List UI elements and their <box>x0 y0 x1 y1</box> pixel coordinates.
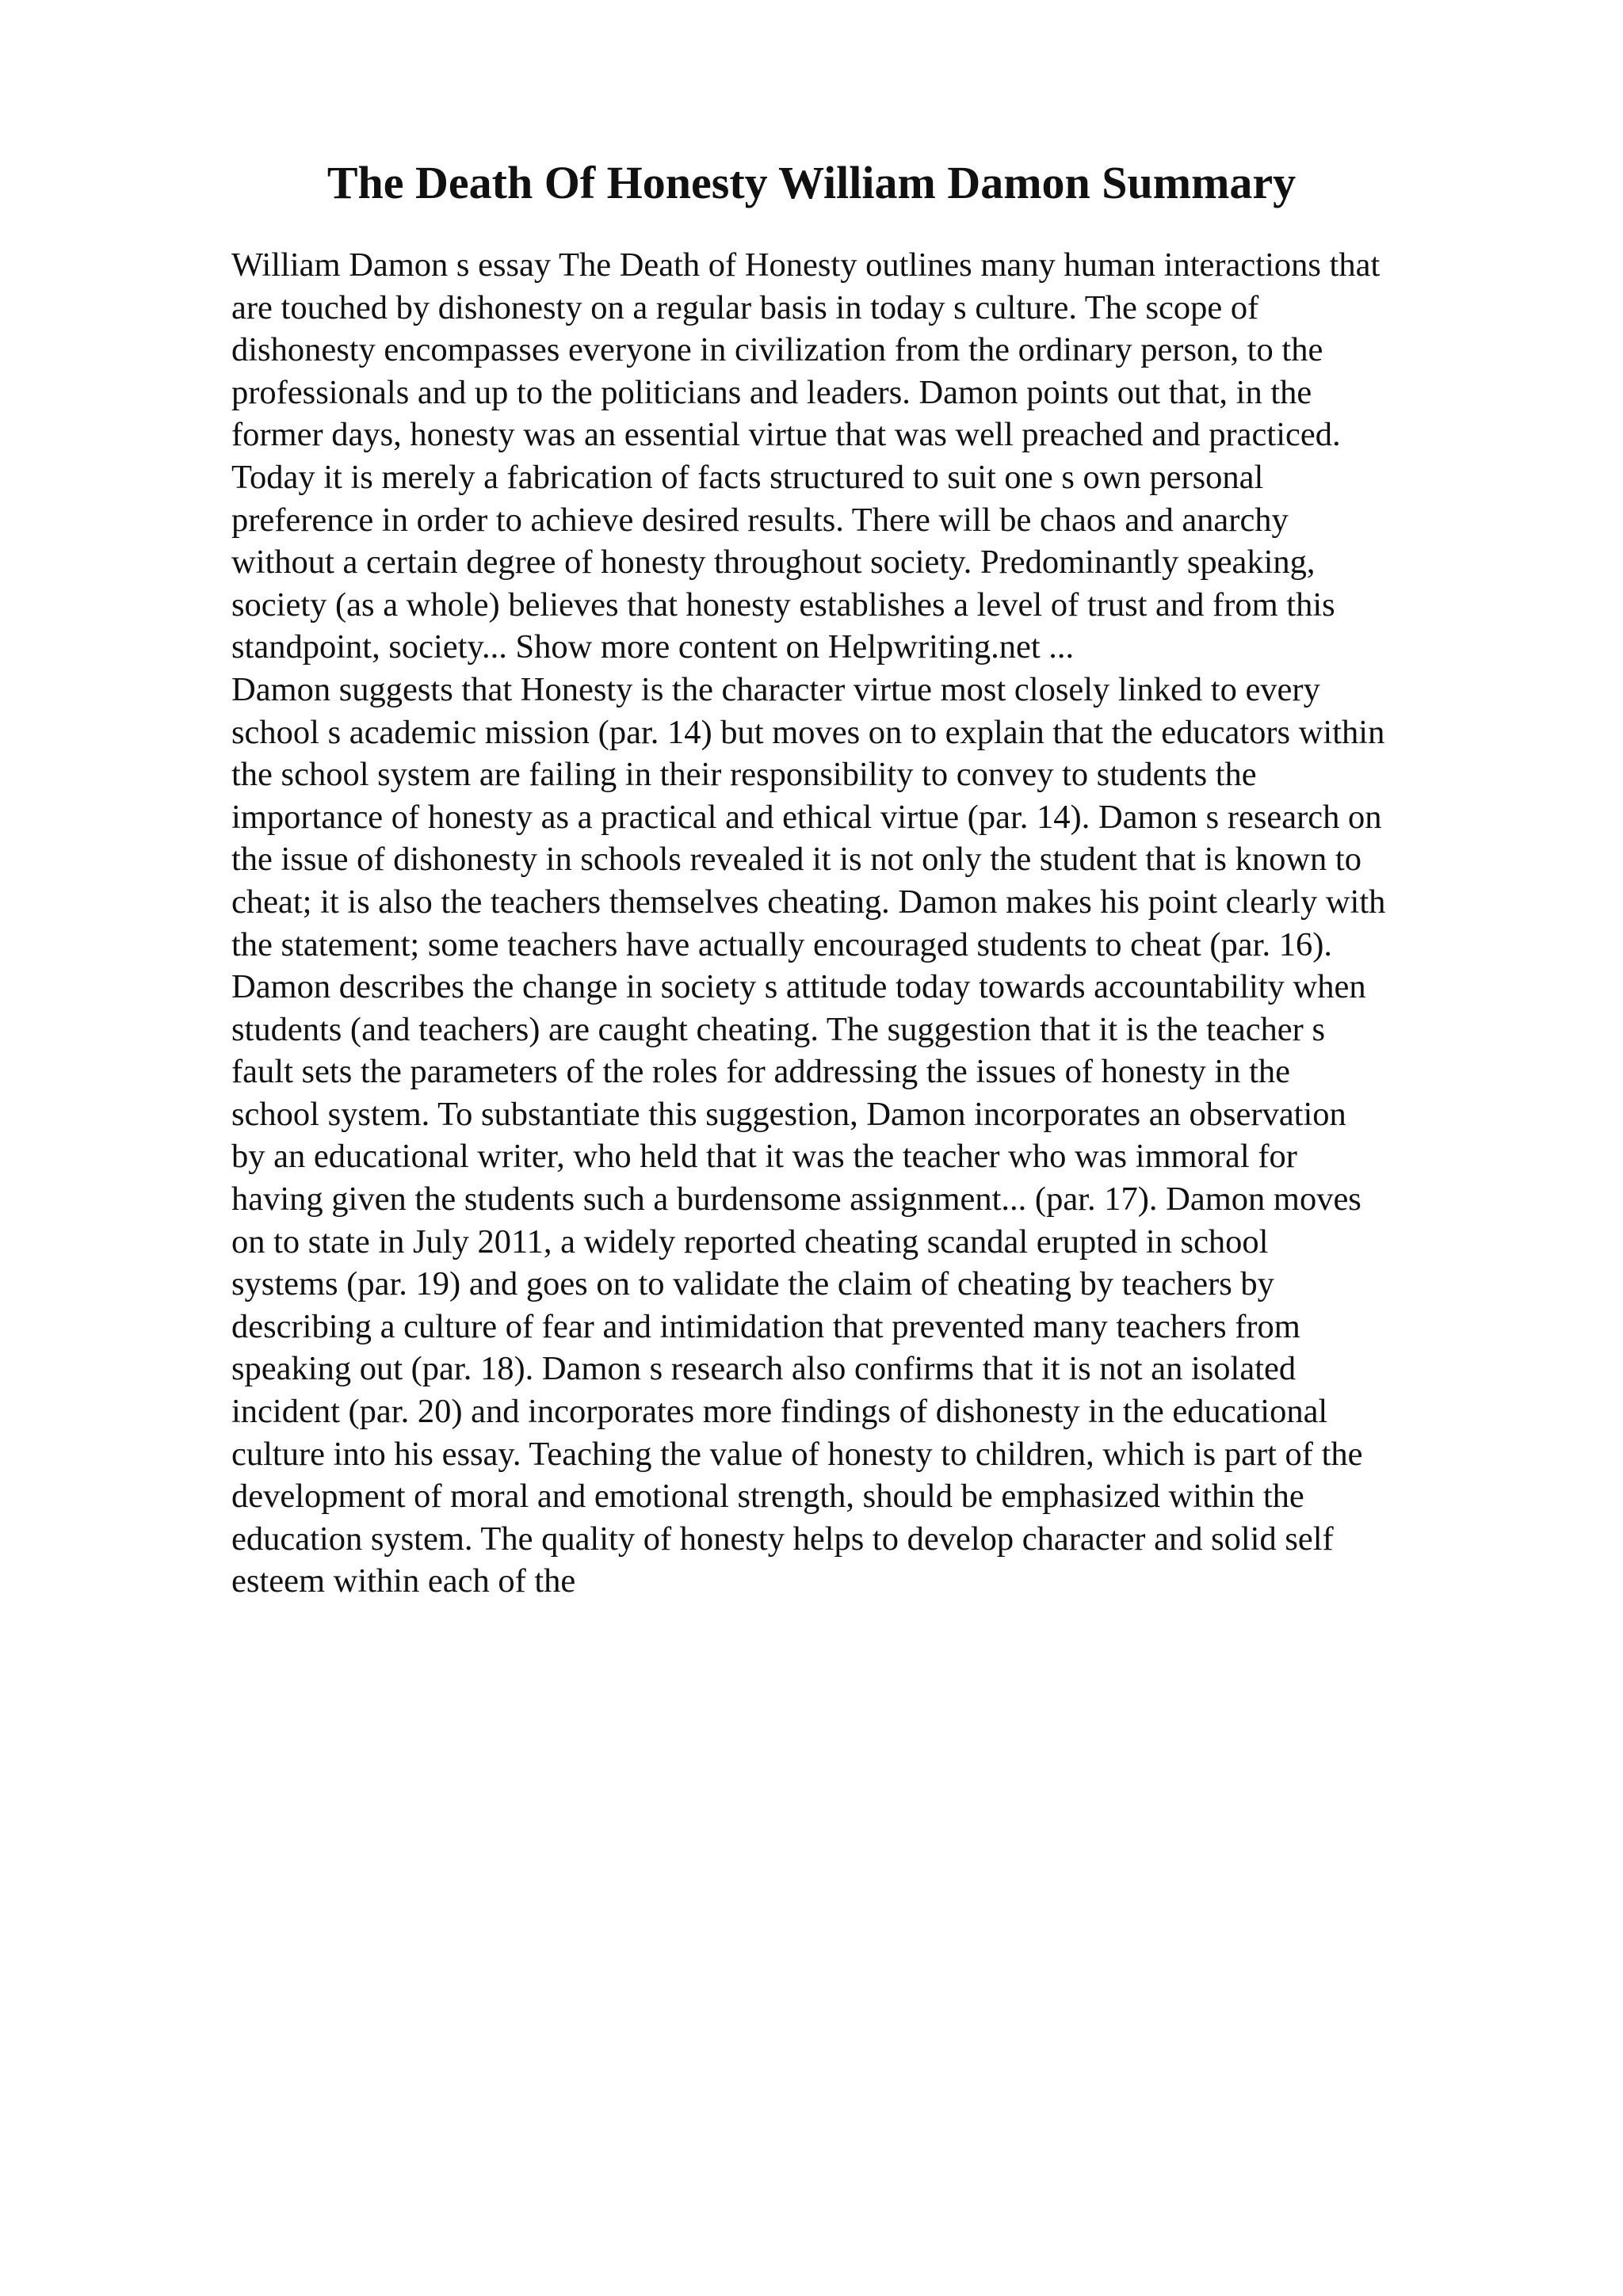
body-line: having given the students such a burdensome assignment... (par. 17). Damon moves <box>231 1180 1361 1219</box>
body-line: the statement; some teachers have actually encouraged students to cheat (par. 16). <box>231 925 1332 963</box>
body-line: are touched by dishonesty on a regular basis in today s culture. The scope of <box>231 288 1259 326</box>
body-line: the issue of dishonesty in schools revealed it is not only the student that is known to <box>231 841 1361 879</box>
body-line: systems (par. 19) and goes on to validate the claim of cheating by teachers by <box>231 1265 1274 1303</box>
body-line: school system. To substantiate this suggestion, Damon incorporates an observation <box>231 1095 1346 1133</box>
body-line: cheat; it is also the teachers themselves cheating. Damon makes his point clearly with <box>231 883 1386 921</box>
body-line: by an educational writer, who held that it was the teacher who was immoral for <box>231 1138 1297 1176</box>
body-line: incident (par. 20) and incorporates more findings of dishonesty in the educational <box>231 1393 1328 1431</box>
body-line: society (as a whole) believes that honesty establishes a level of trust and from this <box>231 585 1335 624</box>
body-line: importance of honesty as a practical and ethical virtue (par. 14). Damon s research on <box>231 798 1382 836</box>
body-line: the school system are failing in their responsibility to convey to students the <box>231 756 1257 794</box>
body-line: education system. The quality of honesty helps to develop character and solid self <box>231 1520 1334 1558</box>
body-line: esteem within each of the <box>231 1562 576 1600</box>
body-line: development of moral and emotional strength, should be emphasized within the <box>231 1478 1304 1516</box>
body-line: school s academic mission (par. 14) but moves on to explain that the educators within <box>231 713 1385 751</box>
body-line: professionals and up to the politicians and leaders. Damon points out that, in the <box>231 373 1312 411</box>
body-line: without a certain degree of honesty throughout society. Predominantly speaking, <box>231 543 1316 582</box>
body-line: Today it is merely a fabrication of facts structured to suit one s own personal <box>231 458 1264 496</box>
body-line: standpoint, society... Show more content on Helpwriting.net ... <box>231 628 1075 666</box>
body-line: Damon describes the change in society s attitude today towards accountability when <box>231 968 1366 1006</box>
body-line: William Damon s essay The Death of Honesty outlines many human interactions that <box>231 246 1381 284</box>
body-line: speaking out (par. 18). Damon s research also confirms that it is not an isolated <box>231 1350 1296 1388</box>
body-line: dishonesty encompasses everyone in civilization from the ordinary person, to the <box>231 331 1323 369</box>
body-line: former days, honesty was an essential virtue that was well preached and practiced. <box>231 416 1341 454</box>
body-line: describing a culture of fear and intimidation that prevented many teachers from <box>231 1307 1300 1345</box>
document-body <box>231 244 1515 1603</box>
document-title: The Death Of Honesty William Damon Summary <box>327 157 1296 208</box>
body-line: Damon suggests that Honesty is the character virtue most closely linked to every <box>231 670 1320 708</box>
body-line: on to state in July 2011, a widely reported cheating scandal erupted in school <box>231 1222 1269 1261</box>
body-line: students (and teachers) are caught cheating. The suggestion that it is the teacher s <box>231 1010 1325 1048</box>
body-line: fault sets the parameters of the roles for addressing the issues of honesty in the <box>231 1053 1291 1091</box>
body-line: culture into his essay. Teaching the value of honesty to children, which is part of the <box>231 1435 1363 1473</box>
body-line: preference in order to achieve desired results. There will be chaos and anarchy <box>231 501 1289 539</box>
